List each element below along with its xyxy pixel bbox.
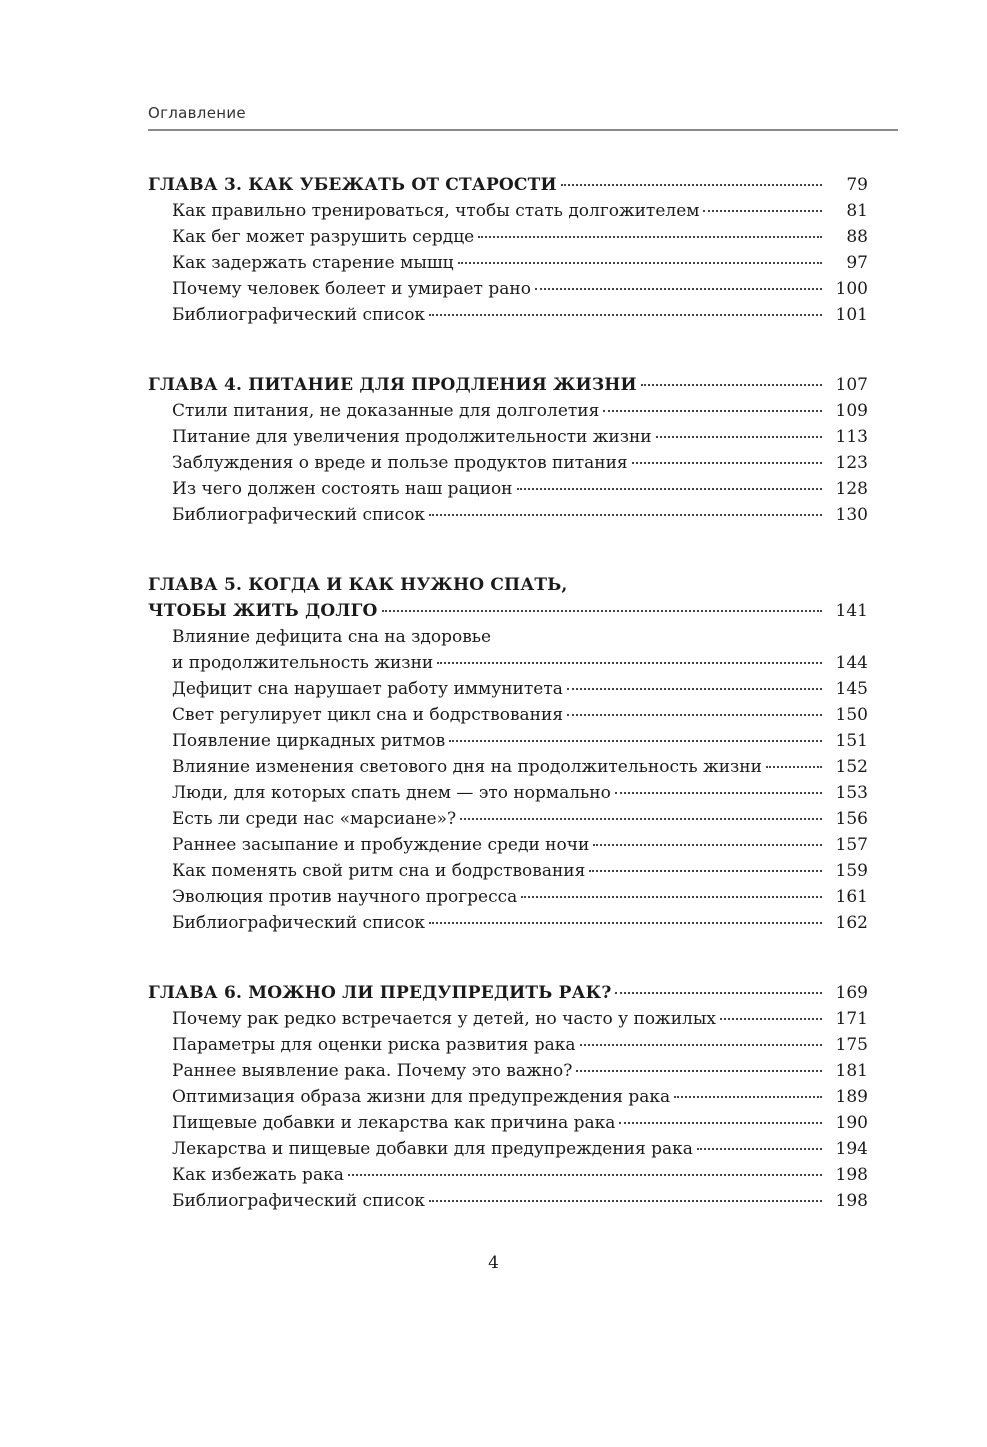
dot-leader	[429, 313, 822, 316]
dot-leader	[641, 383, 822, 386]
dot-leader	[632, 461, 822, 464]
page-number: 152	[835, 757, 868, 777]
toc-entry[interactable]	[148, 702, 868, 728]
toc-entry[interactable]	[148, 424, 868, 450]
table-of-contents	[148, 172, 868, 1258]
dot-leader	[619, 1121, 822, 1124]
entry-title: Параметры для оценки риска развития рака	[172, 1035, 576, 1055]
entry-title: Библиографический список	[172, 305, 426, 325]
page-number: 157	[835, 835, 868, 855]
toc-entry[interactable]	[148, 198, 868, 224]
toc-entry[interactable]	[148, 1032, 868, 1058]
page-number: 145	[835, 679, 868, 699]
entry-title: Раннее выявление рака. Почему это важно?	[172, 1061, 573, 1081]
toc-entry[interactable]	[148, 650, 868, 676]
entry-title: Заблуждения о вреде и пользе продуктов питания	[172, 453, 628, 473]
entry-title: Раннее засыпание и пробуждение среди ночи	[172, 835, 590, 855]
page-number: 141	[835, 601, 868, 621]
page-number: 79	[846, 175, 868, 195]
chapter-heading[interactable]	[148, 372, 868, 398]
entry-title: Питание для увеличения продолжительности жизни	[172, 427, 652, 447]
chapter-title: ГЛАВА 3. КАК УБЕЖАТЬ ОТ СТАРОСТИ	[148, 175, 557, 195]
dot-leader	[766, 765, 822, 768]
entry-title: Как избежать рака	[172, 1165, 344, 1185]
toc-entry[interactable]	[148, 858, 868, 884]
page-number: 109	[835, 401, 868, 421]
dot-leader	[603, 409, 822, 412]
dot-leader	[478, 235, 822, 238]
toc-entry[interactable]	[148, 1162, 868, 1188]
dot-leader	[567, 687, 822, 690]
chapter-6	[148, 980, 868, 1214]
entry-title: Есть ли среди нас «марсиане»?	[172, 809, 457, 829]
page-number: 150	[835, 705, 868, 725]
toc-entry[interactable]	[148, 780, 868, 806]
toc-entry[interactable]	[148, 1188, 868, 1214]
page-number: 107	[835, 375, 868, 395]
page-number: 97	[846, 253, 868, 273]
chapter-title-line[interactable]: ГЛАВА 5. КОГДА И КАК НУЖНО СПАТЬ,	[148, 575, 568, 595]
page-number: 128	[835, 479, 868, 499]
page-number: 151	[835, 731, 868, 751]
page-number: 161	[835, 887, 868, 907]
page-number: 144	[835, 653, 868, 673]
entry-title: Как бег может разрушить сердце	[172, 227, 475, 247]
dot-leader	[580, 1043, 822, 1046]
dot-leader	[382, 609, 822, 612]
chapter-heading[interactable]	[148, 598, 868, 624]
entry-title: Свет регулирует цикл сна и бодрствования	[172, 705, 564, 725]
running-head: Оглавление	[148, 104, 246, 122]
toc-entry[interactable]	[148, 1110, 868, 1136]
dot-leader	[561, 183, 822, 186]
toc-entry[interactable]	[148, 476, 868, 502]
page-number: 130	[835, 505, 868, 525]
entry-title: и продолжительность жизни	[172, 653, 434, 673]
chapter-4	[148, 372, 868, 528]
entry-title: Лекарства и пищевые добавки для предупреждения рака	[172, 1139, 693, 1159]
page-folio: 4	[488, 1253, 499, 1273]
toc-entry[interactable]	[148, 224, 868, 250]
dot-leader	[437, 661, 822, 664]
page-number: 123	[835, 453, 868, 473]
page-number: 194	[835, 1139, 868, 1159]
page-number: 113	[835, 427, 868, 447]
entry-title: Оптимизация образа жизни для предупреждения рака	[172, 1087, 671, 1107]
dot-leader	[449, 739, 822, 742]
page-number: 169	[835, 983, 868, 1003]
page-number: 81	[846, 201, 868, 221]
entry-title: Библиографический список	[172, 505, 426, 525]
dot-leader	[458, 261, 822, 264]
page-number: 101	[835, 305, 868, 325]
chapter-5	[148, 572, 868, 936]
chapter-heading[interactable]	[148, 172, 868, 198]
page-number: 88	[846, 227, 868, 247]
toc-entry[interactable]	[148, 502, 868, 528]
toc-entry[interactable]	[148, 276, 868, 302]
dot-leader	[589, 869, 822, 872]
toc-entry[interactable]	[148, 250, 868, 276]
toc-entry[interactable]	[148, 884, 868, 910]
page-number: 100	[835, 279, 868, 299]
chapter-title: ГЛАВА 6. МОЖНО ЛИ ПРЕДУПРЕДИТЬ РАК?	[148, 983, 612, 1003]
entry-title: Библиографический список	[172, 1191, 426, 1211]
entry-title: Библиографический список	[172, 913, 426, 933]
toc-entry[interactable]	[148, 1084, 868, 1110]
dot-leader	[656, 435, 822, 438]
page-number: 198	[835, 1165, 868, 1185]
page-number: 198	[835, 1191, 868, 1211]
entry-title: Стили питания, не доказанные для долголетия	[172, 401, 600, 421]
dot-leader	[521, 895, 822, 898]
page-number: 190	[835, 1113, 868, 1133]
chapter-title: ЧТОБЫ ЖИТЬ ДОЛГО	[148, 601, 378, 621]
dot-leader	[703, 209, 822, 212]
entry-title: Почему рак редко встречается у детей, но часто у пожилых	[172, 1009, 716, 1029]
dot-leader	[429, 921, 822, 924]
entry-title: Эволюция против научного прогресса	[172, 887, 518, 907]
toc-entry[interactable]	[148, 1006, 868, 1032]
page-number: 153	[835, 783, 868, 803]
dot-leader	[567, 713, 822, 716]
page-number: 189	[835, 1087, 868, 1107]
entry-title: Дефицит сна нарушает работу иммунитета	[172, 679, 563, 699]
toc-entry[interactable]	[148, 806, 868, 832]
dot-leader	[576, 1069, 822, 1072]
page-number: 181	[835, 1061, 868, 1081]
dot-leader	[615, 791, 822, 794]
chapter-title: ГЛАВА 4. ПИТАНИЕ ДЛЯ ПРОДЛЕНИЯ ЖИЗНИ	[148, 375, 637, 395]
entry-title: Как задержать старение мышц	[172, 253, 454, 273]
dot-leader	[460, 817, 822, 820]
entry-title: Как поменять свой ритм сна и бодрствования	[172, 861, 586, 881]
chapter-3	[148, 172, 868, 328]
header-rule	[148, 129, 898, 131]
entry-title-line[interactable]: Влияние дефицита сна на здоровье	[172, 627, 492, 647]
dot-leader	[674, 1095, 822, 1098]
dot-leader	[720, 1017, 822, 1020]
dot-leader	[429, 513, 822, 516]
page-number: 162	[835, 913, 868, 933]
toc-entry[interactable]	[148, 832, 868, 858]
page-number: 159	[835, 861, 868, 881]
entry-title: Влияние изменения светового дня на продолжительность жизни	[172, 757, 762, 777]
entry-title: Почему человек болеет и умирает рано	[172, 279, 531, 299]
entry-title: Люди, для которых спать днем — это нормально	[172, 783, 611, 803]
dot-leader	[697, 1147, 822, 1150]
dot-leader	[593, 843, 822, 846]
entry-title: Как правильно тренироваться, чтобы стать долгожителем	[172, 201, 700, 221]
dot-leader	[535, 287, 822, 290]
toc-entry[interactable]	[148, 398, 868, 424]
dot-leader	[517, 487, 822, 490]
dot-leader	[615, 991, 822, 994]
page-number: 156	[835, 809, 868, 829]
toc-entry[interactable]	[148, 302, 868, 328]
toc-entry[interactable]	[148, 728, 868, 754]
toc-entry[interactable]	[148, 754, 868, 780]
page-number: 175	[835, 1035, 868, 1055]
chapter-heading[interactable]	[148, 980, 868, 1006]
entry-title: Из чего должен состоять наш рацион	[172, 479, 513, 499]
toc-entry[interactable]	[148, 676, 868, 702]
entry-title: Появление циркадных ритмов	[172, 731, 446, 751]
dot-leader	[348, 1173, 822, 1176]
toc-entry[interactable]	[148, 450, 868, 476]
dot-leader	[429, 1199, 822, 1202]
toc-entry[interactable]	[148, 1058, 868, 1084]
page-number: 171	[835, 1009, 868, 1029]
entry-title: Пищевые добавки и лекарства как причина рака	[172, 1113, 616, 1133]
toc-entry[interactable]	[148, 1136, 868, 1162]
toc-entry[interactable]	[148, 910, 868, 936]
